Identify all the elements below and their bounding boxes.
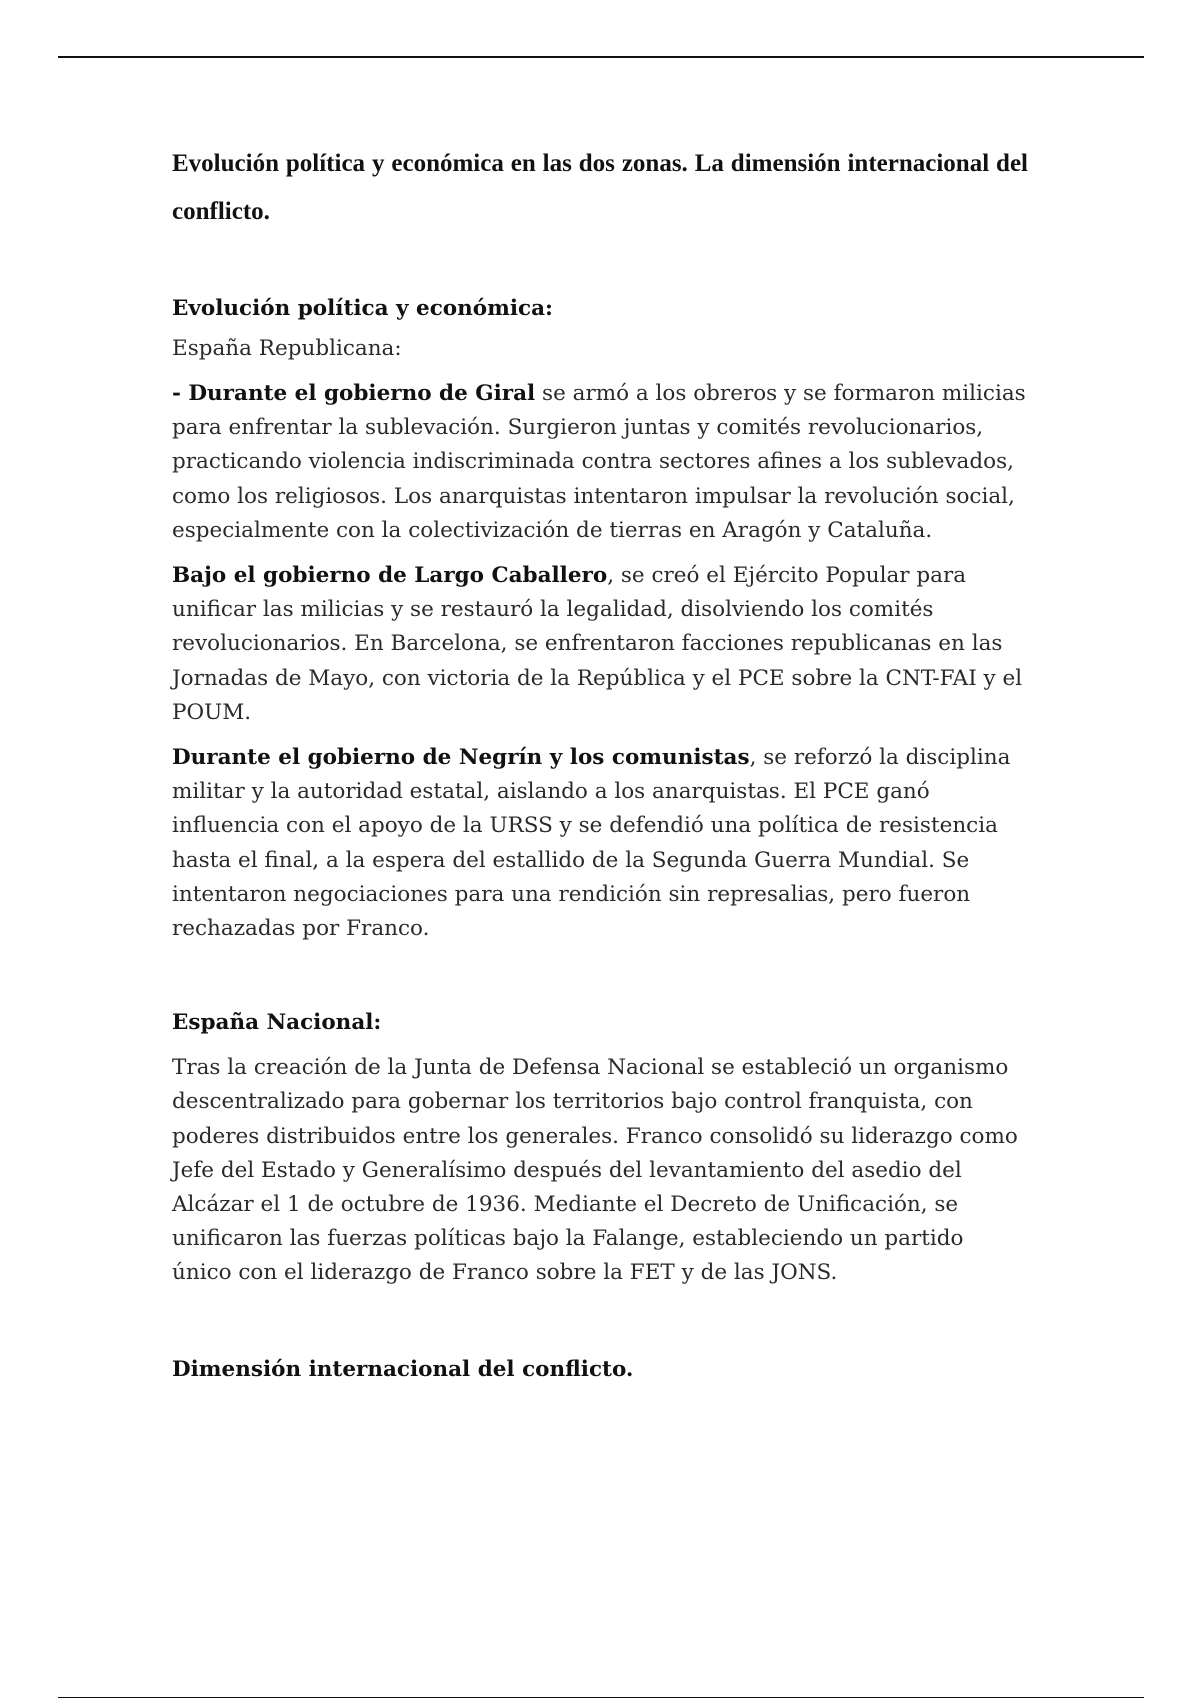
section-heading-espana-nacional: España Nacional: [172,1010,382,1036]
section-heading-evolucion: Evolución política y económica: [172,296,553,321]
paragraph-text: , se reforzó la disciplina militar y la autoridad estatal, aislando a los anarquistas. El PCE ganó influencia con el apoyo de la URSS y se defendió una política de resistencia hasta el final, a la espera del estallido de la Segunda Guerra Mundial. Se intentaron negociaciones para una rendición sin represalias, pero fueron rechazadas por Franco. [172,745,1011,942]
section-heading-dimension-internacional: Dimensión internacional del conflicto. [172,1356,634,1382]
paragraph-espana-nacional: Tras la creación de la Junta de Defensa Nacional se estableció un organismo descentralizado para gobernar los territorios bajo control franquista, con poderes distribuidos entre los generales. Franco consolidó su liderazgo como Jefe del Estado y Generalísimo después del levantamiento del asedio del Alcázar el 1 de octubre de 1936. Mediante el Decreto de Unificación, se unificaron las fuerzas políticas bajo la Falange, estableciendo un partido único con el liderazgo de Franco sobre la FET y de las JONS. [172,1055,1018,1286]
paragraph-bold-lead: - Durante el gobierno de Giral [172,381,536,406]
paragraph-bold-lead: Bajo el gobierno de Largo Caballero [172,563,608,589]
paragraph-largo-caballero [172,559,1028,730]
paragraph-text: , se creó el Ejército Popular para unificar las milicias y se restauró la legalidad, disolviendo los comités revolucionarios. En Barcelona, se enfrentaron facciones republicanas en las Jornadas de Mayo, con victoria de la República y el PCE sobre la CNT-FAI y el POUM. [172,563,1023,725]
paragraph-giral [172,377,1028,548]
subheading-espana-republicana: España Republicana: [172,336,402,361]
page-content [172,140,1028,1387]
bottom-rule [58,1697,1144,1698]
paragraph-text: se armó a los obreros y se formaron milicias para enfrentar la sublevación. Surgieron juntas y comités revolucionarios, practicando violencia indiscriminada contra sectores afines a los sublevados, como los religiosos. Los anarquistas intentaron impulsar la revolución social, especialmente con la colectivización de tierras en Aragón y Cataluña. [172,381,1026,543]
paragraph-bold-lead: Durante el gobierno de Negrín y los comunistas [172,745,750,771]
paragraph-negrin [172,741,1028,946]
document-title: Evolución política y económica en las dos zonas. La dimensión internacional del conflicto. [172,150,1028,225]
top-rule [58,56,1144,58]
